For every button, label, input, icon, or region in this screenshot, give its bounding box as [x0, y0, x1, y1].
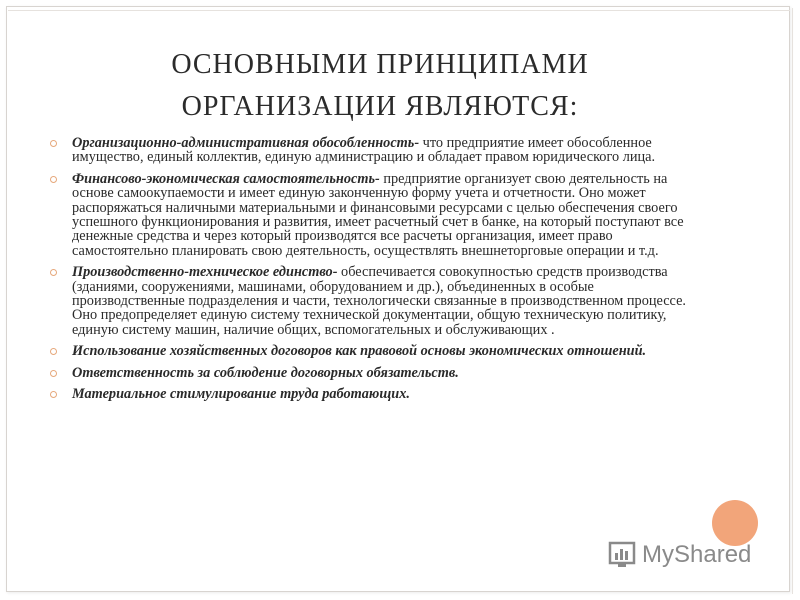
- list-item: [50, 136, 690, 165]
- item-lead: Финансово-экономическая самостоятельность-: [72, 170, 380, 187]
- bullet-icon: [50, 370, 57, 377]
- item-lead: Использование хозяйственных договоров как правовой основы экономических отношений.: [72, 343, 647, 360]
- list-item: [50, 265, 690, 337]
- item-lead: Ответственность за соблюдение договорных обязательств.: [72, 364, 459, 381]
- bullet-icon: [50, 269, 57, 276]
- slide-title: [60, 44, 700, 128]
- chart-logo-icon: [608, 540, 638, 570]
- bullet-list: [50, 136, 690, 409]
- item-lead: Организационно-административная обособленность-: [72, 135, 420, 151]
- bullet-icon: [50, 348, 57, 355]
- item-text: что предприятие имеет обособленное имущество, единый коллектив, единую администрацию и обладает правом юридического лица.: [72, 135, 656, 166]
- bullet-icon: [50, 176, 57, 183]
- title-line-1: ОСНОВНЫМИ ПРИНЦИПАМИ: [171, 49, 589, 80]
- frame-line-top: [8, 10, 790, 11]
- item-lead: Производственно-техническое единство-: [72, 264, 338, 281]
- watermark-text: MyShared: [642, 541, 752, 568]
- item-text: предприятие организует свою деятельность на основе самоокупаемости и имеет единую законченную форму учета и отчетности. Оно может распоряжаться наличными материальными и финансовыми ресурсами с целью обеспечения своего успешного функционирования и развития, имеет расчетный счет в банке, на который поступают все денежные средства и через который производятся все расчеты организация, имеет право самостоятельно планировать свою деятельность, осуществлять внешнеторговые операции и т.д.: [72, 170, 684, 259]
- item-lead: Материальное стимулирование труда работающих.: [72, 386, 410, 403]
- frame-line-right: [792, 8, 793, 594]
- watermark-logo: [608, 540, 751, 570]
- bullet-icon: [50, 140, 57, 147]
- list-item: [50, 172, 690, 258]
- list-item: [50, 344, 690, 358]
- bullet-icon: [50, 391, 57, 398]
- list-item: [50, 366, 690, 380]
- item-text: обеспечивается совокупностью средств производства (зданиями, сооружениями, машинами, оборудованием и др.), объединенных в особые производственные подразделения и части, технологически связанные в производственном процессе. Оно предопределяет единую систему технической документации, общую техническую политику, единую систему машин, наличие общих, вспомогательных и обслуживающих .: [72, 264, 686, 338]
- title-line-2: ОРГАНИЗАЦИИ ЯВЛЯЮТСЯ:: [181, 91, 579, 122]
- list-item: [50, 387, 690, 401]
